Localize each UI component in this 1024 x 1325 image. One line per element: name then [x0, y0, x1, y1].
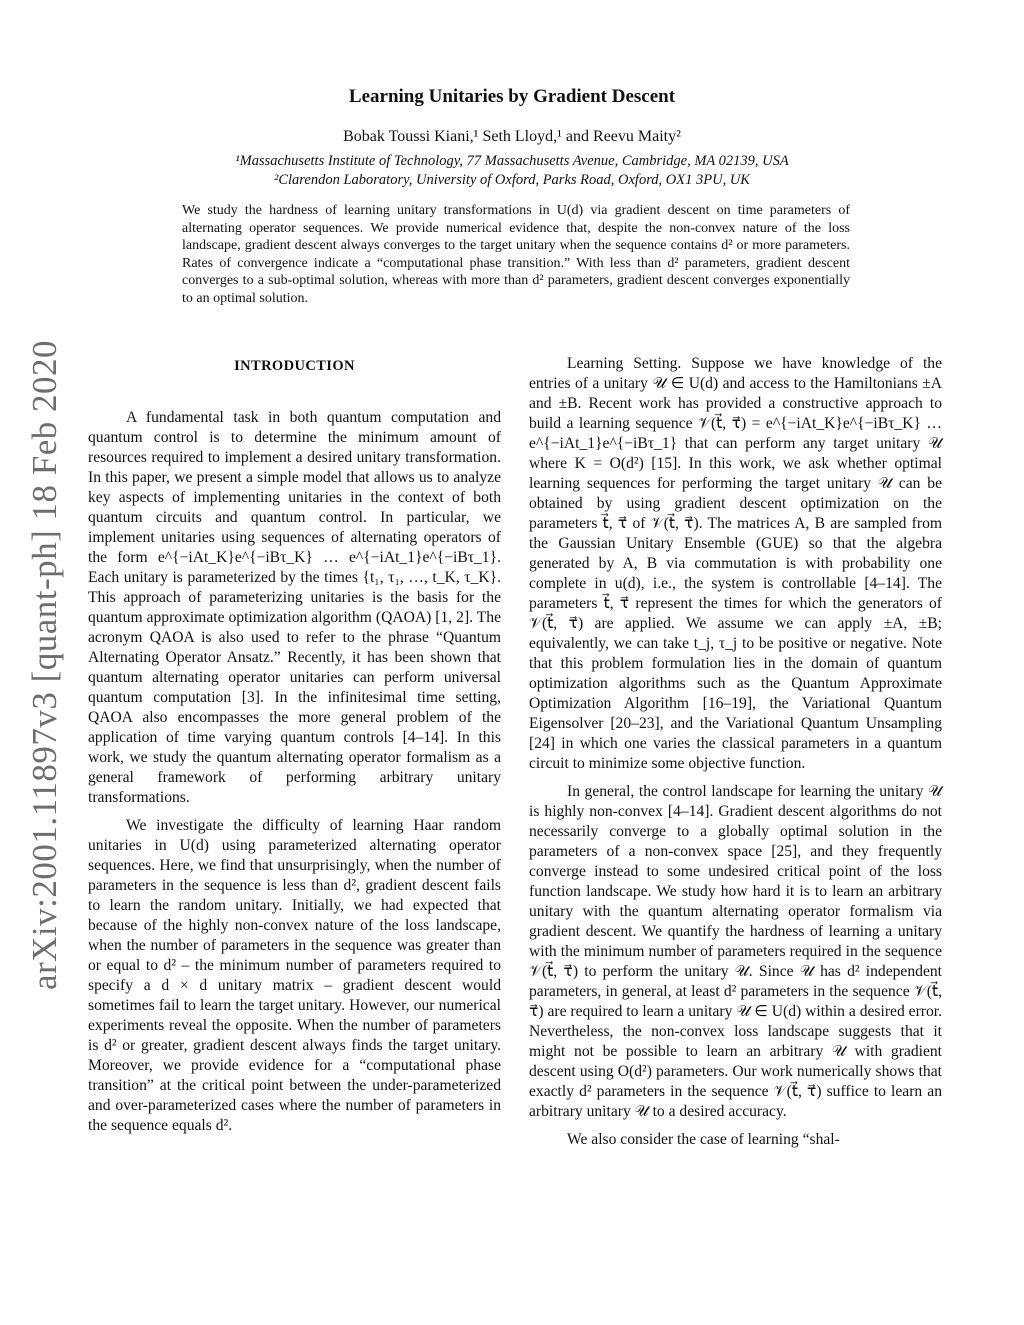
arxiv-identifier-stamp — [24, 340, 66, 990]
intro-paragraph-2: We investigate the difficulty of learning Haar random unitaries in U(d) using parameterized alternating operator sequences. Here, we find that unsurprisingly, when the number of parameters in the sequence is less than d², gradient descent fails to learn the random unitary. Initially, we had expected that because of the highly non-convex nature of the loss landscape, when the number of parameters in the sequence was greater than or equal to d² – the minimum number of parameters required to specify a d × d unitary matrix – gradient descent would sometimes fail to learn the target unitary. However, our numerical experiments reveal the opposite. When the number of parameters is d² or greater, gradient descent always finds the target unitary. Moreover, we provide evidence for a “computational phase transition” at the critical point between the under-parameterized and over-parameterized cases where the number of parameters in the sequence equals d². — [88, 817, 501, 1134]
author-list: Bobak Toussi Kiani,¹ Seth Lloyd,¹ and Reevu Maity² — [343, 128, 681, 145]
abstract: We study the hardness of learning unitary transformations in U(d) via gradient descent on time parameters of alternating operator sequences. We provide numerical evidence that, despite the non-convex nature of the loss landscape, gradient descent always converges to the target unitary when the sequence contains d² or more parameters. Rates of convergence indicate a “computational phase transition.” With less than d² parameters, gradient descent converges to a sub-optimal solution, whereas with more than d² parameters, gradient descent converges exponentially to an optimal solution. — [182, 203, 850, 306]
intro-paragraph-1: A fundamental task in both quantum computation and quantum control is to determine the minimum amount of resources required to implement a desired unitary transformation. In this paper, we present a simple model that allows us to analyze key aspects of implementing unitaries in the context of both quantum circuits and quantum control. In particular, we implement unitaries using sequences of alternating operators of the form e^{−iAt_K}e^{−iBτ_K} … e^{−iAt_1}e^{−iBτ_1}. Each unitary is parameterized by the times {t₁, τ₁, …, t_K, τ_K}. This approach of parameterizing unitaries is the basis for the quantum approximate optimization algorithm (QAOA) [1, 2]. The acronym QAOA is also used to refer to the phrase “Quantum Alternating Operator Ansatz.” Recently, it has been shown that quantum alternating operator unitaries can perform universal quantum computation [3]. In the infinitesimal time setting, QAOA also encompasses the more general problem of the application of time varying quantum controls [4–14]. In this work, we study the quantum alternating operator formalism as a general framework of performing arbitrary unitary transformations. — [88, 409, 501, 806]
shallow-case-paragraph: We also consider the case of learning “shal- — [567, 1131, 840, 1148]
affiliation-mit: ¹Massachusetts Institute of Technology, 77 Massachusetts Avenue, Cambridge, MA 02139, USA — [235, 153, 789, 169]
section-heading-introduction: INTRODUCTION — [234, 358, 355, 374]
paper-title: Learning Unitaries by Gradient Descent — [348, 86, 676, 107]
right-column — [529, 354, 942, 1158]
learning-setting-paragraph: Learning Setting. Suppose we have knowledge of the entries of a unitary 𝒰 ∈ U(d) and access to the Hamiltonians ±A and ±B. Recent work has provided a constructive approach to build a learning sequence 𝒱(t⃗, τ⃗) = e^{−iAt_K}e^{−iBτ_K} … e^{−iAt_1}e^{−iBτ_1} that can perform any target unitary 𝒰 where K = O(d²) [15]. In this work, we ask whether optimal learning sequences for performing the target unitary 𝒰 can be obtained by using gradient descent optimization on the parameters t⃗, τ⃗ of 𝒱(t⃗, τ⃗). The matrices A, B are sampled from the Gaussian Unitary Ensemble (GUE) so that the algebra generated by A, B via commutation is with probability one complete in u(d), i.e., the system is controllable [4–14]. The parameters t⃗, τ⃗ represent the times for which the generators of 𝒱(t⃗, τ⃗) are applied. We assume we can apply ±A, ±B; equivalently, we can take t_j, τ_j to be positive or negative. Note that this problem formulation lies in the domain of quantum optimization algorithms such as the Quantum Approximate Optimization Algorithm [16–19], the Variational Quantum Eigensolver [20–23], and the Variational Quantum Unsampling [24] in which one varies the classical parameters in a quantum circuit to minimize some objective function. — [529, 355, 942, 772]
control-landscape-paragraph: In general, the control landscape for learning the unitary 𝒰 is highly non-convex [4–14]. Gradient descent algorithms do not necessarily converge to a globally optimal solution in the parameters of a non-convex space [25], and they frequently converge instead to some undesired critical point of the loss function landscape. We study how hard it is to learn an arbitrary unitary with the quantum alternating operator formalism via gradient descent. We quantify the hardness of learning a unitary with the minimum number of parameters required in the sequence 𝒱(t⃗, τ⃗) to perform the unitary 𝒰. Since 𝒰 has d² independent parameters, in general, at least d² parameters in the sequence 𝒱(t⃗, τ⃗) are required to learn a unitary 𝒰 ∈ U(d) within a desired error. Nevertheless, the non-convex loss landscape suggests that it might not be possible to learn an arbitrary 𝒰 with gradient descent using O(d²) parameters. Our work numerically shows that exactly d² parameters in the sequence 𝒱(t⃗, τ⃗) suffice to learn an arbitrary unitary 𝒰 to a desired accuracy. — [529, 783, 943, 1120]
left-column — [88, 354, 501, 1144]
affiliation-oxford: ²Clarendon Laboratory, University of Oxford, Parks Road, Oxford, OX1 3PU, UK — [274, 172, 750, 188]
arxiv-identifier-text: arXiv:2001.11897v3 [quant-ph] 18 Feb 2020 — [25, 339, 64, 991]
